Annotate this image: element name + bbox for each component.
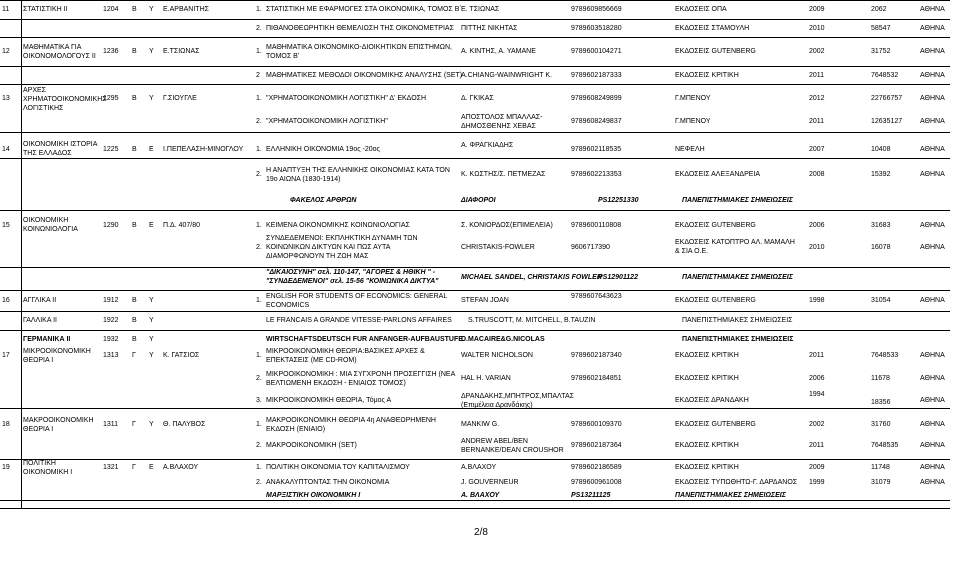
course-number: 12 (2, 48, 10, 55)
course-name: ΑΓΓΛΙΚΑ ΙΙ (23, 297, 57, 304)
rule (0, 19, 950, 20)
book-year: 2008 (809, 171, 825, 178)
book-author: Κ. ΚΩΣΤΗΣ/Σ. ΠΕΤΜΕΖΑΣ (461, 171, 546, 178)
book-city: ΑΘΗΝΑ (920, 222, 945, 229)
course-year: Β (132, 317, 137, 324)
book-publisher: ΕΚΔΟΣΕΙΣ ΑΛΕΞΑΝΔΡΕΙΑ (675, 171, 761, 178)
rule (0, 66, 950, 67)
book-title: LE FRANCAIS A GRANDE VITESSE-PARLONS AFFAIRES (266, 317, 452, 324)
book-publisher: ΕΚΔΟΣΕΙΣ GUTENBERG (675, 222, 756, 229)
rule (0, 508, 950, 509)
book-id: 16078 (871, 244, 891, 251)
book-index: 2. (256, 375, 262, 382)
book-isbn: 9789602213353 (571, 171, 622, 178)
rule (0, 267, 950, 268)
book-city: ΑΘΗΝΑ (920, 421, 945, 428)
book-year: 2002 (809, 48, 825, 55)
book-publisher: ΕΚΔΟΣΕΙΣ GUTENBERG (675, 421, 756, 428)
book-city: ΑΘΗΝΑ (920, 72, 945, 79)
book-publisher: ΕΚΔΟΣΕΙΣ ΚΡΙΤΙΚΗ (675, 442, 739, 449)
book-publisher: ΕΚΔΟΣΕΙΣ ΚΡΙΤΙΚΗ (675, 375, 739, 382)
book-publisher: ΠΑΝΕΠΙΣΤΗΜΙΑΚΕΣ ΣΗΜΕΙΩΣΕΙΣ (682, 274, 793, 281)
book-city: ΑΘΗΝΑ (920, 442, 945, 449)
book-city: ΑΘΗΝΑ (920, 25, 945, 32)
book-index: 1. (256, 297, 262, 304)
course-year: Γ (132, 464, 136, 471)
course-year: Β (132, 95, 137, 102)
book-title: WIRTSCHAFTSDEUTSCH FUR ANFANGER-AUFBAUSTUFE (266, 336, 463, 343)
book-author: MICHAEL SANDEL, CHRISTAKIS FOWLER (461, 274, 602, 281)
book-publisher: Γ.ΜΠΕΝΟΥ (675, 118, 711, 125)
course-year: Γ (132, 352, 136, 359)
book-city: ΑΘΗΝΑ (920, 146, 945, 153)
course-name: ΠΟΛΙΤΙΚΗ ΟΙΚΟΝΟΜΙΚΗ Ι (23, 460, 73, 476)
book-id: 11748 (871, 464, 890, 471)
course-name: ΓΑΛΛΙΚΑ ΙΙ (23, 317, 57, 324)
book-publisher: ΕΚΔΟΣΕΙΣ ΚΑΤΟΠΤΡΟ ΑΛ. ΜΑΜΑΛΗ & ΣΙΑ Ο.Ε. (675, 239, 795, 255)
book-title: ENGLISH FOR STUDENTS OF ECONOMICS: GENERAL ECONOMICS (266, 293, 447, 309)
rule (0, 330, 950, 331)
rule (0, 0, 950, 1)
rule (0, 37, 950, 38)
book-year: 2002 (809, 421, 825, 428)
book-year: 2010 (809, 244, 825, 251)
book-isbn: PS13211125 (571, 492, 611, 499)
book-id: 7648532 (871, 72, 899, 79)
column-divider (21, 0, 22, 508)
book-index: 2. (256, 118, 262, 125)
course-code: 1932 (103, 336, 119, 343)
book-id: 31079 (871, 479, 891, 486)
book-isbn: 9789602187340 (571, 352, 622, 359)
book-year: 2011 (809, 442, 825, 449)
book-title: ΣΥΝΔΕΔΕΜΕΝΟΙ: ΕΚΠΛΗΚΤΙΚΗ ΔΥΝΑΜΗ ΤΩΝ ΚΟΙΝΩΝΙΚΩΝ ΔΙΚΤΥΩΝ ΚΑΙ ΠΩΣ ΑΥΤΑ ΔΙΑΜΟΡΦΩΝΟΥΝ ΤΗ ΖΩΗ ΜΑΣ (266, 235, 418, 260)
course-year: Β (132, 222, 137, 229)
book-author: ΔΙΑΦΟΡΟΙ (461, 197, 496, 204)
book-id: 31054 (871, 297, 891, 304)
book-city: ΑΘΗΝΑ (920, 6, 945, 13)
book-index: 1. (256, 352, 262, 359)
professor: Π.Δ. 407/80 (163, 222, 200, 229)
book-isbn: PS12251330 (598, 197, 639, 204)
course-year: Β (132, 336, 137, 343)
book-publisher: ΕΚΔΟΣΕΙΣ ΤΥΠΩΘΗΤΩ-Γ. ΔΑΡΔΑΝΟΣ (675, 479, 798, 486)
book-author: ΔΡΑΝΔΑΚΗΣ,ΜΠΗΤΡΟΣ,ΜΠΑΛΤΑΣ (Επιμέλεια Δρανδάκης) (461, 393, 574, 409)
book-index: 2 (256, 72, 260, 79)
course-number: 19 (2, 464, 10, 471)
book-publisher: ΕΚΔΟΣΕΙΣ ΔΡΑΝΔΑΚΗ (675, 397, 749, 404)
book-publisher: ΕΚΔΟΣΕΙΣ ΚΡΙΤΙΚΗ (675, 352, 739, 359)
book-city: ΑΘΗΝΑ (920, 352, 945, 359)
book-year: 2007 (809, 146, 825, 153)
book-isbn: 9789602118535 (571, 146, 622, 153)
rule (0, 311, 950, 312)
course-code: 1313 (103, 352, 119, 359)
course-type: Υ (149, 336, 154, 343)
professor: Ε.ΤΣΙΩΝΑΣ (163, 48, 200, 55)
course-type: Υ (149, 352, 154, 359)
book-publisher: ΠΑΝΕΠΙΣΤΗΜΙΑΚΕΣ ΣΗΜΕΙΩΣΕΙΣ (682, 336, 794, 343)
book-year: 2011 (809, 352, 825, 359)
book-isbn: 9789600109370 (571, 421, 622, 428)
book-city: ΑΘΗΝΑ (920, 397, 945, 404)
course-number: 16 (2, 297, 10, 304)
book-title: Η ΑΝΑΠΤΥΞΗ ΤΗΣ ΕΛΛΗΝΙΚΗΣ ΟΙΚΟΝΟΜΙΑΣ ΚΑΤΑ ΤΟΝ 19ο ΑΙΩΝΑ (1830-1914) (266, 167, 450, 183)
book-isbn: 9789608249899 (571, 95, 622, 102)
course-number: 15 (2, 222, 10, 229)
rule (0, 500, 950, 501)
book-index: 2. (256, 171, 262, 178)
book-author: STEFAN JOAN (461, 297, 509, 304)
book-publisher: ΕΚΔΟΣΕΙΣ ΣΤΑΜΟΥΛΗ (675, 25, 750, 32)
book-year: 1998 (809, 297, 825, 304)
book-isbn: 9789602187364 (571, 442, 622, 449)
course-name: ΑΡΧΕΣ ΧΡΗΜΑΤΟΟΙΚΟΝΟΜΙΚΗΣ ΛΟΓΙΣΤΙΚΗΣ (23, 87, 107, 112)
course-code: 1922 (103, 317, 119, 324)
book-index: 1. (256, 95, 262, 102)
book-year: 2011 (809, 118, 825, 125)
course-number: 14 (2, 146, 10, 153)
course-code: 1204 (103, 6, 119, 13)
book-isbn: 9789609856669 (571, 6, 622, 13)
book-author: S.TRUSCOTT, M. MITCHELL, B.TAUZIN (468, 317, 596, 324)
book-title: ΚΕΙΜΕΝΑ ΟΙΚΟΝΟΜΙΚΗΣ ΚΟΙΝΩΝΙΟΛΟΓΙΑΣ (266, 222, 410, 229)
course-type: Υ (149, 48, 154, 55)
book-year: 2010 (809, 25, 825, 32)
rule (0, 210, 950, 211)
book-title: "ΧΡΗΜΑΤΟΟΙΚΟΝΟΜΙΚΗ ΛΟΓΙΣΤΙΚΗ" (266, 118, 388, 125)
book-title: "ΧΡΗΜΑΤΟΟΙΚΟΝΟΜΙΚΗ ΛΟΓΙΣΤΙΚΗ" Δ' ΕΚΔΟΣΗ (266, 95, 427, 102)
book-publisher: Γ.ΜΠΕΝΟΥ (675, 95, 711, 102)
book-author: Α. ΒΛΑΧΟΥ (461, 492, 500, 499)
book-publisher: ΠΑΝΕΠΙΣΤΗΜΙΑΚΕΣ ΣΗΜΕΙΩΣΕΙΣ (675, 492, 786, 499)
book-year: 2011 (809, 72, 825, 79)
book-id: 2062 (871, 6, 887, 13)
book-city: ΑΘΗΝΑ (920, 118, 945, 125)
course-year: Β (132, 6, 137, 13)
book-index: 2. (256, 244, 262, 251)
course-name: ΟΙΚΟΝΟΜΙΚΗ ΚΟΙΝΩΝΙΟΛΟΓΙΑ (23, 217, 78, 233)
book-title: ΠΟΛΙΤΙΚΗ ΟΙΚΟΝΟΜΙΑ ΤΟΥ ΚΑΠΙΤΑΛΙΣΜΟΥ (266, 464, 410, 471)
book-title: ΣΤΑΤΙΣΤΙΚΗ ΜΕ ΕΦΑΡΜΟΓΕΣ ΣΤΑ ΟΙΚΟΝΟΜΙΚΑ, ΤΟΜΟΣ Β΄ (266, 6, 462, 13)
book-index: 3. (256, 397, 262, 404)
rule (0, 84, 950, 85)
book-isbn: 9789607643623 (571, 293, 622, 300)
book-year: 2009 (809, 464, 825, 471)
book-year: 2006 (809, 222, 825, 229)
professor: Κ. ΓΑΤΣΙΟΣ (163, 352, 200, 359)
book-id: 7648535 (871, 442, 899, 449)
course-name: ΜΑΚΡΟΟΙΚΟΝΟΜΙΚΗ ΘΕΩΡΙΑ Ι (23, 417, 94, 433)
book-title: ΜΑΚΡΟΟΙΚΟΝΟΜΙΚΗ (SET) (266, 442, 357, 449)
book-id: 18356 (871, 399, 891, 406)
book-index: 1. (256, 222, 262, 229)
book-isbn: 9789603518280 (571, 25, 622, 32)
book-title: "ΔΙΚΑΙΟΣΥΝΗ" σελ. 110-147, "ΑΓΟΡΕΣ & ΗΘΙΚΗ " - "ΣΥΝΔΕΔΕΜΕΝΟΙ" σελ. 15-56 "ΚΟΙΝΩΝΙΚΑ ΔΙΚΤΥΑ" (266, 269, 439, 285)
book-title: ΜΑΡΞΙΣΤΙΚΗ ΟΙΚΟΝΟΜΙΚΗ Ι (266, 492, 361, 499)
book-isbn: 9606717390 (571, 244, 610, 251)
course-year: Γ (132, 421, 136, 428)
course-name: ΜΑΘΗΜΑΤΙΚΑ ΓΙΑ ΟΙΚΟΝΟΜΟΛΟΓΟΥΣ ΙΙ (23, 44, 96, 60)
book-year: 2006 (809, 375, 825, 382)
book-isbn: 9789602187333 (571, 72, 622, 79)
book-publisher: ΠΑΝΕΠΙΣΤΗΜΙΑΚΕΣ ΣΗΜΕΙΩΣΕΙΣ (682, 197, 793, 204)
professor: Ε.ΑΡΒΑΝΙΤΗΣ (163, 6, 209, 13)
book-publisher: ΕΚΔΟΣΕΙΣ GUTENBERG (675, 48, 756, 55)
book-id: 7648533 (871, 352, 899, 359)
professor: Ι.ΠΕΠΕΛΑΣΗ-ΜΙΝΟΓΛΟΥ (163, 146, 244, 153)
rule (0, 290, 950, 291)
rule (0, 132, 950, 133)
course-code: 1321 (103, 464, 119, 471)
book-author: Σ. ΚΟΝΙΟΡΔΟΣ(ΕΠΙΜΕΛΕΙΑ) (461, 222, 553, 229)
book-title: ΜΙΚΡΟΟΙΚΟΝΟΜΙΚΗ ΘΕΩΡΙΑ:ΒΑΣΙΚΕΣ ΑΡΧΕΣ & ΕΠΕΚΤΑΣΕΙΣ (ΜΕ CD-ROM) (266, 348, 425, 364)
book-isbn: PS12901122 (598, 274, 638, 281)
book-id: 12635127 (871, 118, 903, 125)
book-title: ΜΑΚΡΟΟΙΚΟΝΟΜΙΚΗ ΘΕΩΡΙΑ 4η ΑΝΑΘΕΩΡΗΜΕΝΗ ΕΚΔΟΣΗ (ΕΝΙΑΙΟ) (266, 417, 436, 433)
book-isbn: 9789608249837 (571, 118, 622, 125)
book-year: 2012 (809, 95, 825, 102)
course-number: 18 (2, 421, 10, 428)
book-city: ΑΘΗΝΑ (920, 244, 945, 251)
book-city: ΑΘΗΝΑ (920, 95, 945, 102)
book-title: ΜΙΚΡΟΟΙΚΟΝΟΜΙΚΗ : ΜΙΑ ΣΥΓΧΡΟΝΗ ΠΡΟΣΕΓΓΙΣΗ (ΝΕΑ ΒΕΛΤΙΩΜΕΝΗ ΕΚΔΟΣΗ - ΕΝΙΑΙΟΣ ΤΟΜΟΣ) (266, 371, 455, 387)
book-city: ΑΘΗΝΑ (920, 464, 945, 471)
course-code: 1290 (103, 222, 119, 229)
course-type: Ε (149, 146, 154, 153)
book-index: 2. (256, 442, 262, 449)
course-type: Υ (149, 297, 154, 304)
course-code: 1912 (103, 297, 119, 304)
book-publisher: ΕΚΔΟΣΕΙΣ ΚΡΙΤΙΚΗ (675, 72, 739, 79)
book-index: 2. (256, 25, 262, 32)
course-type: Υ (149, 317, 154, 324)
course-year: Β (132, 297, 137, 304)
course-code: 1311 (103, 421, 119, 428)
course-code: 1295 (103, 95, 119, 102)
book-publisher: ΕΚΔΟΣΕΙΣ GUTENBERG (675, 297, 756, 304)
book-index: 1. (256, 421, 262, 428)
book-title: ΜΑΘΗΜΑΤΙΚΑ ΟΙΚΟΝΟΜΙΚΟ-ΔΙΟΙΚΗΤΙΚΩΝ ΕΠΙΣΤΗΜΩΝ, ΤΟΜΟΣ Β' (266, 44, 452, 60)
book-title: ΠΙΘΑΝΟΘΕΩΡΗΤΙΚΗ ΘΕΜΕΛΙΩΣΗ ΤΗΣ ΟΙΚΟΝΟΜΕΤΡΙΑΣ (266, 25, 454, 32)
book-id: 31752 (871, 48, 891, 55)
professor: Θ. ΠΑΛΥΒΟΣ (163, 421, 206, 428)
course-name: ΓΕΡΜΑΝΙΚΑ ΙΙ (23, 336, 71, 343)
book-author: Α. ΚΙΝΤΗΣ, Α. ΥΑΜΑΝΕ (461, 48, 536, 55)
course-code: 1225 (103, 146, 119, 153)
book-id: 10408 (871, 146, 891, 153)
book-index: 1. (256, 464, 262, 471)
course-type: Υ (149, 95, 154, 102)
course-year: Β (132, 146, 137, 153)
book-author: Ε. ΤΣΙΩΝΑΣ (461, 6, 500, 13)
book-id: 31760 (871, 421, 891, 428)
course-type: Υ (149, 6, 154, 13)
book-isbn: 9789602184851 (571, 375, 622, 382)
book-index: 2. (256, 479, 262, 486)
book-city: ΑΘΗΝΑ (920, 375, 945, 382)
book-author: CHRISTAKIS-FOWLER (461, 244, 535, 251)
rule (0, 158, 950, 159)
book-title: ΜΑΘΗΜΑΤΙΚΕΣ ΜΕΘΟΔΟΙ ΟΙΚΟΝΟΜΙΚΗΣ ΑΝΑΛΥΣΗΣ (SET) (266, 72, 463, 79)
book-isbn: 9789602186589 (571, 464, 622, 471)
book-author: A.CHIANG-WAINWRIGHT K. (461, 72, 552, 79)
book-city: ΑΘΗΝΑ (920, 48, 945, 55)
book-author: J. GOUVERNEUR (461, 479, 519, 486)
course-number: 13 (2, 95, 10, 102)
book-year: 1999 (809, 479, 825, 486)
course-type: Ε (149, 222, 154, 229)
book-city: ΑΘΗΝΑ (920, 479, 945, 486)
book-isbn: 9789600110808 (571, 222, 622, 229)
professor: Α.ΒΛΑΧΟΥ (163, 464, 199, 471)
book-isbn: 9789600104271 (571, 48, 622, 55)
page-number: 2/8 (474, 527, 488, 538)
book-isbn: 9789600961008 (571, 479, 622, 486)
book-id: 22766757 (871, 95, 903, 102)
book-author: MANKIW G. (461, 421, 500, 428)
book-author: HAL H. VARIAN (461, 375, 511, 382)
rule (0, 459, 950, 460)
course-code: 1236 (103, 48, 119, 55)
book-author: ANDREW ABEL/BEN BERNANKE/DEAN CROUSHOR (461, 438, 564, 454)
course-name: ΣΤΑΤΙΣΤΙΚΗ ΙΙ (23, 6, 68, 13)
book-id: 11678 (871, 375, 890, 382)
book-author: D.MACAIRE&G.NICOLAS (461, 336, 545, 343)
book-index: 1. (256, 146, 262, 153)
course-number: 11 (2, 6, 10, 13)
book-year: 2009 (809, 6, 825, 13)
book-publisher: ΝΕΦΕΛΗ (675, 146, 705, 153)
book-publisher: ΕΚΔΟΣΕΙΣ ΟΠΑ (675, 6, 727, 13)
book-author: ΑΠΟΣΤΟΛΟΣ ΜΠΑΛΛΑΣ-ΔΗΜΟΣΘΕΝΗΣ ΧΕΒΑΣ (461, 114, 543, 130)
book-city: ΑΘΗΝΑ (920, 171, 945, 178)
course-number: 17 (2, 352, 10, 359)
book-year: 1994 (809, 391, 825, 398)
book-id: 31683 (871, 222, 891, 229)
book-id: 58547 (871, 25, 891, 32)
book-title: ΜΙΚΡΟΟΙΚΟΝΟΜΙΚΗ ΘΕΩΡΙΑ, Τόμος Α (266, 397, 392, 404)
book-title: ΑΝΑΚΑΛΥΠΤΟΝΤΑΣ ΤΗΝ ΟΙΚΟΝΟΜΙΑ (266, 479, 390, 486)
book-id: 15392 (871, 171, 891, 178)
book-publisher: ΠΑΝΕΠΙΣΤΗΜΙΑΚΕΣ ΣΗΜΕΙΩΣΕΙΣ (682, 317, 793, 324)
book-publisher: ΕΚΔΟΣΕΙΣ ΚΡΙΤΙΚΗ (675, 464, 739, 471)
book-city: ΑΘΗΝΑ (920, 297, 945, 304)
course-type: Υ (149, 421, 154, 428)
course-type: Ε (149, 464, 154, 471)
professor: Γ.ΣΙΟΥΓΛΕ (163, 95, 197, 102)
book-author: Α. ΦΡΑΓΚΙΑΔΗΣ (461, 142, 514, 149)
book-title: ΕΛΛΗΝΙΚΗ ΟΙΚΟΝΟΜΙΑ 19ος -20ος (266, 146, 380, 153)
book-author: WALTER NICHOLSON (461, 352, 533, 359)
course-year: Β (132, 48, 137, 55)
book-author: Α.ΒΛΑΧΟΥ (461, 464, 497, 471)
course-name: ΟΙΚΟΝΟΜΙΚΗ ΙΣΤΟΡΙΑ ΤΗΣ ΕΛΛΑΔΟΣ (23, 141, 97, 157)
book-index: 1. (256, 48, 262, 55)
book-index: 1. (256, 6, 262, 13)
book-author: ΠΙΤΤΗΣ ΝΙΚΗΤΑΣ (461, 25, 518, 32)
course-name: ΜΙΚΡΟΟΙΚΟΝΟΜΙΚΗ ΘΕΩΡΙΑ Ι (23, 348, 91, 364)
book-title: ΦΑΚΕΛΟΣ ΑΡΘΡΩΝ (290, 197, 357, 204)
book-author: Δ. ΓΚΙΚΑΣ (461, 95, 494, 102)
